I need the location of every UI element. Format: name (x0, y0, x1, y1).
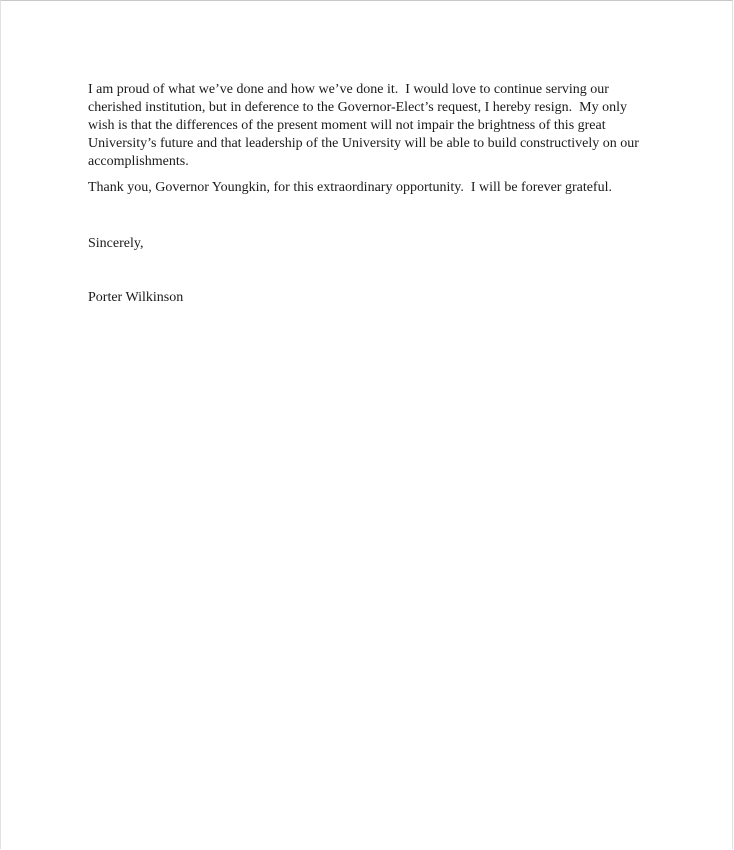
letter-paragraph-resignation: I am proud of what we’ve done and how we’ve done it. I would love to continue serving our cherished institution, but in deference to the Governor-Elect’s request, I hereby resign. My only wish is that the differences of the present moment will not impair the brightness of this great University’s future and that leadership of the University will be able to build constructively on our accomplishments. (88, 82, 643, 169)
letter-closing: Sincerely, (88, 236, 144, 251)
letter-body (88, 81, 648, 307)
letter-signature: Porter Wilkinson (88, 290, 184, 305)
letter-paragraph-thanks: Thank you, Governor Youngkin, for this extraordinary opportunity. I will be forever grateful. (88, 180, 612, 195)
